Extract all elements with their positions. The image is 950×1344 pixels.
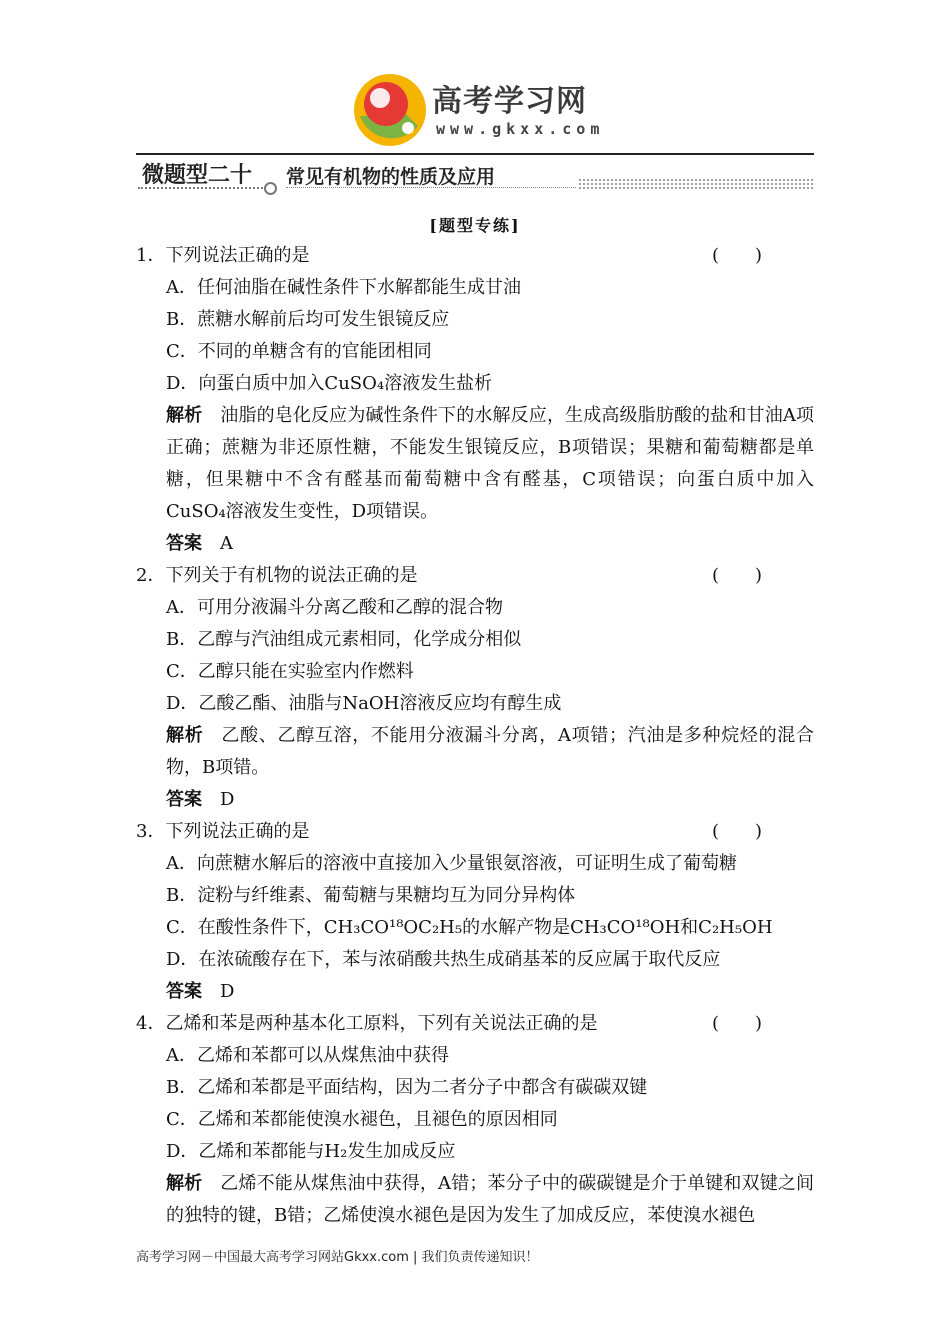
answer bbox=[136, 528, 814, 560]
option: D．向蛋白质中加入CuSO₄溶液发生盐析 bbox=[166, 373, 493, 394]
section-title: 常见有机物的性质及应用 bbox=[286, 166, 496, 188]
analysis-label: 解析 bbox=[166, 405, 203, 426]
analysis bbox=[136, 400, 814, 528]
ring-icon bbox=[264, 182, 277, 195]
option: C．不同的单糖含有的官能团相同 bbox=[166, 341, 432, 362]
answer-value: A bbox=[220, 533, 233, 554]
section-prefix: 微题型二十 bbox=[142, 163, 253, 188]
dot-pattern bbox=[578, 178, 814, 190]
question-stem: 1．下列说法正确的是 ( ) bbox=[136, 240, 814, 272]
question-list bbox=[136, 240, 814, 1232]
option: A．向蔗糖水解后的溶液中直接加入少量银氨溶液，可证明生成了葡萄糖 bbox=[166, 853, 737, 874]
answer-bracket: ( ) bbox=[711, 245, 762, 266]
option: C．乙醇只能在实验室内作燃料 bbox=[166, 661, 414, 682]
option: D．乙酸乙酯、油脂与NaOH溶液反应均有醇生成 bbox=[166, 693, 562, 714]
logo-title: 高考学习网 bbox=[432, 84, 587, 119]
answer-bracket: ( ) bbox=[711, 1013, 762, 1034]
analysis-label: 解析 bbox=[166, 1173, 203, 1194]
analysis-text: 乙烯不能从煤焦油中获得，A错；苯分子中的碳碳键是介于单键和双键之间的独特的键，B错；乙烯使溴水褪色是因为发生了加成反应，苯使溴水褪色 bbox=[166, 1173, 814, 1226]
site-logo bbox=[346, 68, 616, 152]
option: A．任何油脂在碱性条件下水解都能生成甘油 bbox=[166, 277, 521, 298]
option: A．可用分液漏斗分离乙酸和乙醇的混合物 bbox=[166, 597, 503, 618]
logo-url: www.gkxx.com bbox=[436, 120, 605, 138]
question-stem: 4．乙烯和苯是两种基本化工原料，下列有关说法正确的是 ( ) bbox=[136, 1008, 814, 1040]
answer-label: 答案 bbox=[166, 789, 202, 810]
answer bbox=[136, 784, 814, 816]
analysis bbox=[136, 720, 814, 784]
option: B．乙烯和苯都是平面结构，因为二者分子中都含有碳碳双键 bbox=[166, 1077, 648, 1098]
header-rule bbox=[136, 153, 814, 155]
option: B．蔗糖水解前后均可发生银镜反应 bbox=[166, 309, 450, 330]
answer-label: 答案 bbox=[166, 981, 202, 1002]
analysis-text: 乙酸、乙醇互溶，不能用分液漏斗分离，A项错；汽油是多种烷烃的混合物，B项错。 bbox=[166, 725, 815, 778]
answer bbox=[136, 976, 814, 1008]
question-stem: 3．下列说法正确的是 ( ) bbox=[136, 816, 814, 848]
analysis-label: 解析 bbox=[166, 725, 204, 746]
option: B．淀粉与纤维素、葡萄糖与果糖均互为同分异构体 bbox=[166, 885, 576, 906]
analysis bbox=[136, 1168, 814, 1232]
section-heading bbox=[138, 156, 814, 196]
option: C．乙烯和苯都能使溴水褪色，且褪色的原因相同 bbox=[166, 1109, 558, 1130]
answer-bracket: ( ) bbox=[711, 821, 762, 842]
option: A．乙烯和苯都可以从煤焦油中获得 bbox=[166, 1045, 449, 1066]
analysis-text: 油脂的皂化反应为碱性条件下的水解反应，生成高级脂肪酸的盐和甘油A项正确；蔗糖为非还原性糖，不能发生银镜反应，B项错误；果糖和葡萄糖都是单糖，但果糖中不含有醛基而葡萄糖中含有醛基，C项错误；向蛋白质中加入CuSO₄溶液发生变性，D项错误。 bbox=[166, 405, 814, 522]
option: D．在浓硫酸存在下，苯与浓硝酸共热生成硝基苯的反应属于取代反应 bbox=[166, 949, 721, 970]
dotted-underline bbox=[286, 187, 576, 188]
answer-value: D bbox=[220, 981, 235, 1002]
answer-bracket: ( ) bbox=[711, 565, 762, 586]
question-stem: 2．下列关于有机物的说法正确的是 ( ) bbox=[136, 560, 814, 592]
option: C．在酸性条件下，CH₃CO¹⁸OC₂H₅的水解产物是CH₃CO¹⁸OH和C₂H₅OH bbox=[166, 917, 773, 938]
page-footer: 高考学习网－中国最大高考学习网站Gkxx.com | 我们负责传递知识！ bbox=[136, 1250, 539, 1265]
section-subtitle: [题型专练] bbox=[429, 216, 521, 235]
dotted-divider bbox=[138, 187, 266, 192]
logo-emblem-icon bbox=[346, 68, 430, 152]
answer-label: 答案 bbox=[166, 533, 202, 554]
option: D．乙烯和苯都能与H₂发生加成反应 bbox=[166, 1141, 456, 1162]
answer-value: D bbox=[220, 789, 235, 810]
option: B．乙醇与汽油组成元素相同，化学成分相似 bbox=[166, 629, 522, 650]
